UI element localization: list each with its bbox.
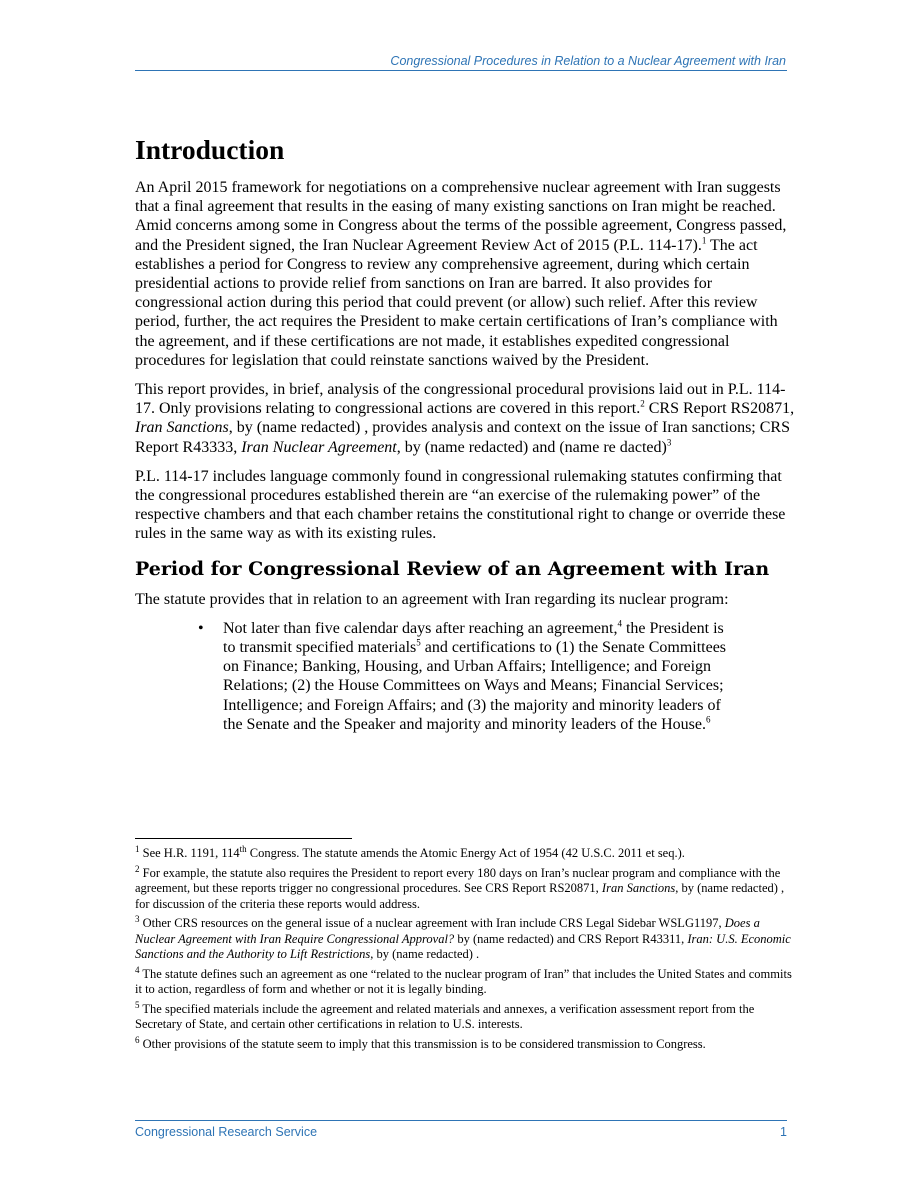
footnote-1: $^1$ See H.R. 1191, 114th Congress. The statute amends the Atomic Energy Act of 1954 (42 U.S.C. 2011 et seq.). — [135, 843, 685, 860]
review-list — [135, 619, 795, 734]
footnote-6: $^6$ Other provisions of the statute seem to imply that this transmission is to be considered transmission to Congress. — [135, 1034, 706, 1051]
review-heading: Period for Congressional Review of an Agreement with Iran — [135, 557, 770, 580]
main-content — [135, 132, 795, 734]
intro-heading: Introduction — [135, 134, 285, 165]
footnote-divider — [135, 838, 352, 839]
footnote-4: $^4$ The statute defines such an agreement as one “related to the nuclear program of Iran” that includes the United States and commits it to action, regardless of form and whether or not it is legally binding. — [135, 964, 792, 996]
footnote-ref-1[interactable]: 1 — [701, 235, 707, 246]
footnote-ref-6[interactable]: 6 — [705, 714, 711, 725]
page-number: 1 — [780, 1125, 787, 1139]
page-footer — [135, 1120, 787, 1139]
header-title: Congressional Procedures in Relation to a Nuclear Agreement with Iran — [390, 54, 786, 68]
intro-paragraph-2: This report provides, in brief, analysis of the congressional procedural provisions laid out in P.L. 114-17. Only provisions relating to congressional actions are covered in this report.$^2$ CRS Report RS20871, Iran Sanctions, by (name redacted) , provides analysis and context on the issue of Iran sanctions; CRS Report R43333, Iran Nuclear Agreement, by (name redacted) and (name re dacted)$^3$ — [135, 381, 795, 456]
footnote-ref-4[interactable]: 4 — [617, 618, 622, 629]
bullet-icon: • — [198, 619, 204, 637]
intro-paragraph-3: P.L. 114-17 includes language commonly found in congressional rulemaking statutes confirming that the congressional procedures established therein are “an exercise of the rulemaking power” of the respective chambers and that each chamber retains the constitutional right to change or override these rules in the same way as with its existing rules. — [135, 467, 786, 543]
footnote-3: $^3$ Other CRS resources on the general issue of a nuclear agreement with Iran include CRS Legal Sidebar WSLG1197, Does a Nuclear Agreement with Iran Require Congressional Approval? by (name redacted) and CRS Report R43311, Iran: U.S. Economic Sanctions and the Authority to Lift Restrictions, by (name redacted) . — [135, 913, 791, 961]
footnote-ref-3[interactable]: 3 — [666, 437, 672, 448]
footnotes — [135, 843, 795, 1056]
footnote-2: $^2$ For example, the statute also requires the President to report every 180 days on Iran’s nuclear program and compliance with the agreement, but these reports trigger no congressional procedures. See CRS Report RS20871, Iran Sanctions, by (name redacted) , for discussion of the criteria these reports would address. — [135, 863, 785, 911]
footer-publisher: Congressional Research Service — [135, 1125, 318, 1139]
list-item: • Not later than five calendar days after reaching an agreement,$^4$ the President is to transmit specified materials$^5$ and certifications to (1) the Senate Committees on Finance; Banking, Housing, and Urban Affairs; Intelligence; and Foreign Relations; (2) the House Committees on Ways and Means; Financial Services; Intelligence; and Foreign Affairs; and (3) the majority and minority leaders of the Senate and the Speaker and majority and minority leaders of the House.$^6$ — [198, 618, 727, 733]
footnote-ref-2[interactable]: 2 — [640, 398, 645, 409]
footnote-ref-5[interactable]: 5 — [416, 637, 421, 648]
review-lead: The statute provides that in relation to an agreement with Iran regarding its nuclear program: — [135, 590, 729, 608]
footnote-5: $^5$ The specified materials include the agreement and related materials and annexes, a verification assessment report from the Secretary of State, and certain other certifications in relation to U.S. interests. — [135, 999, 755, 1031]
intro-paragraph-1: An April 2015 framework for negotiations on a comprehensive nuclear agreement with Iran suggests that a final agreement that results in the easing of many existing sanctions on Iran might be reached. Amid concerns among some in Congress about the terms of the possible agreement, Congress passed, and the President signed, the Iran Nuclear Agreement Review Act of 2015 (P.L. 114-17).$^1$ The act establishes a period for Congress to review any comprehensive agreement, during which certain presidential actions to provide relief from sanctions on Iran are barred. It also provides for congressional action during this period that could prevent (or allow) such relief. After this review period, further, the act requires the President to make certain certifications of Iran’s compliance with the agreement, and if these certifications are not made, it establishes expedited congressional procedures for legislation that could reinstate sanctions waived by the President. — [135, 179, 787, 369]
running-header — [135, 54, 787, 71]
